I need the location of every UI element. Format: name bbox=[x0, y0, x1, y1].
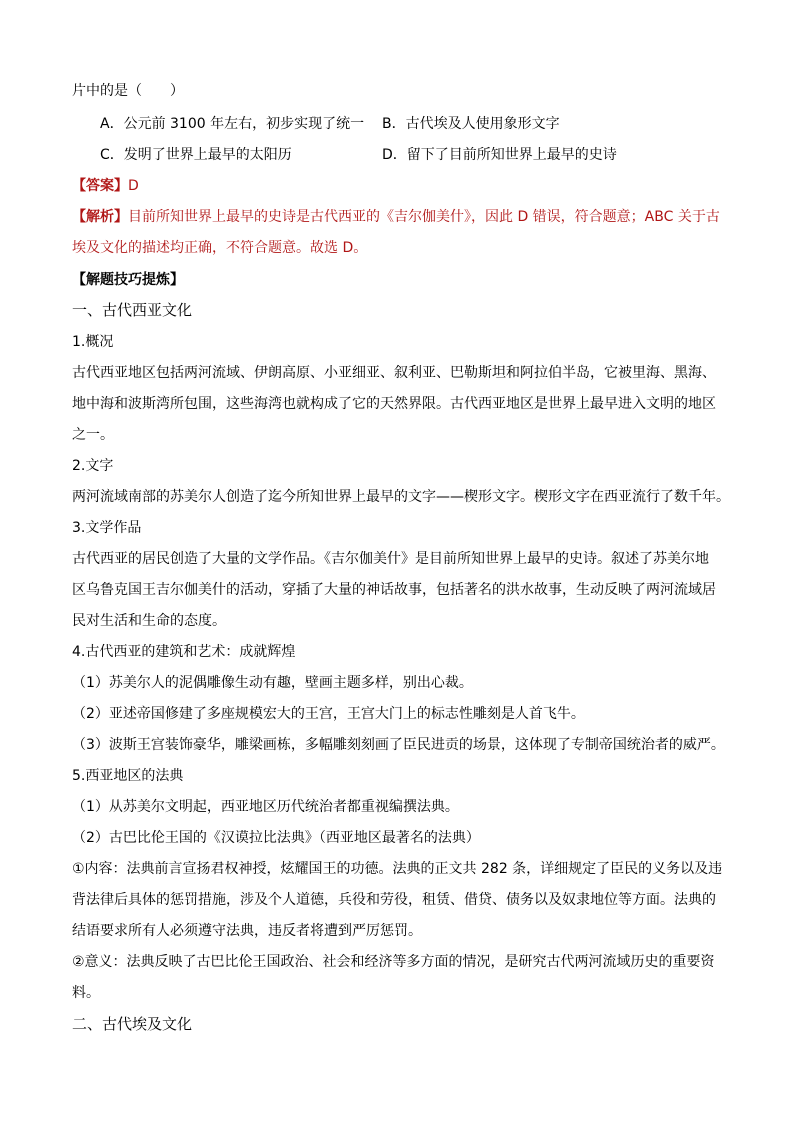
art-item: （2）亚述帝国修建了多座规模宏大的王宫，王宫大门上的标志性雕刻是人首飞牛。 bbox=[72, 706, 585, 722]
tips-label: 【解题技巧提炼】 bbox=[72, 272, 184, 288]
option-d: D．留下了目前所知世界上最早的史诗 bbox=[382, 147, 617, 163]
law-line: （2）古巴比伦王国的《汉谟拉比法典》（西亚地区最著名的法典） bbox=[72, 830, 480, 846]
art-item: （1）苏美尔人的泥偶雕像生动有趣，壁画主题多样，别出心裁。 bbox=[72, 675, 473, 691]
law-line: ②意义：法典反映了古巴比伦王国政治、社会和经济等多方面的情况，是研究古代两河流域历史的重要资 bbox=[72, 954, 715, 970]
option-c: C．发明了世界上最早的太阳历 bbox=[100, 147, 292, 163]
overview-line: 古代西亚地区包括两河流域、伊朗高原、小亚细亚、叙利亚、巴勒斯坦和阿拉伯半岛，它被里海、黑海、 bbox=[72, 365, 716, 381]
literature-heading: 3.文学作品 bbox=[72, 520, 142, 536]
analysis-label: 【解析】 bbox=[72, 209, 128, 225]
analysis-text-1: 目前所知世界上最早的史诗是古代西亚的《吉尔伽美什》，因此 D 错误，符合题意；ABC 关于古 bbox=[128, 209, 720, 225]
law-line: ①内容：法典前言宣扬君权神授，炫耀国王的功德。法典的正文共 282 条，详细规定了臣民的义务以及违 bbox=[72, 861, 723, 877]
law-line: 背法律后具体的惩罚措施，涉及个人道德，兵役和劳役，租赁、借贷、债务以及奴隶地位等方面。法典的 bbox=[72, 892, 716, 908]
law-line: 料。 bbox=[72, 985, 100, 1001]
overview-line: 之一。 bbox=[72, 427, 114, 443]
law-heading: 5.西亚地区的法典 bbox=[72, 768, 184, 784]
literature-line: 区乌鲁克国王吉尔伽美什的活动，穿插了大量的神话故事，包括著名的洪水故事，生动反映了两河流域居 bbox=[72, 582, 716, 598]
law-line: 结语要求所有人必须遵守法典，违反者将遭到严厉惩罚。 bbox=[72, 923, 422, 939]
literature-line: 民对生活和生命的态度。 bbox=[72, 613, 226, 629]
option-a: A．公元前 3100 年左右，初步实现了统一 bbox=[100, 116, 365, 132]
option-b: B．古代埃及人使用象形文字 bbox=[382, 116, 560, 132]
answer-label: 【答案】 bbox=[72, 178, 128, 194]
overview-heading: 1.概况 bbox=[72, 334, 114, 350]
answer-value: D bbox=[128, 178, 139, 194]
analysis-line-2: 埃及文化的描述均正确，不符合题意。故选 D。 bbox=[72, 240, 368, 256]
writing-text: 两河流域南部的苏美尔人创造了迄今所知世界上最早的文字——楔形文字。楔形文字在西亚流行了数千年。 bbox=[72, 489, 730, 505]
writing-heading: 2.文字 bbox=[72, 458, 114, 474]
question-stem-tail: 片中的是（ ） bbox=[72, 83, 184, 99]
section1-title: 一、古代西亚文化 bbox=[72, 301, 193, 319]
literature-line: 古代西亚的居民创造了大量的文学作品。《吉尔伽美什》是目前所知世界上最早的史诗。叙述了苏美尔地 bbox=[72, 551, 709, 567]
overview-line: 地中海和波斯湾所包围，这些海湾也就构成了它的天然界限。古代西亚地区是世界上最早进入文明的地区 bbox=[72, 396, 716, 412]
analysis-line-1 bbox=[72, 207, 720, 227]
answer-line bbox=[72, 176, 139, 196]
section2-title: 二、古代埃及文化 bbox=[72, 1015, 193, 1033]
art-item: （3）波斯王宫装饰豪华，雕梁画栋，多幅雕刻刻画了臣民进贡的场景，这体现了专制帝国统治者的威严。 bbox=[72, 737, 725, 753]
law-line: （1）从苏美尔文明起，西亚地区历代统治者都重视编撰法典。 bbox=[72, 799, 459, 815]
art-heading: 4.古代西亚的建筑和艺术：成就辉煌 bbox=[72, 644, 296, 660]
